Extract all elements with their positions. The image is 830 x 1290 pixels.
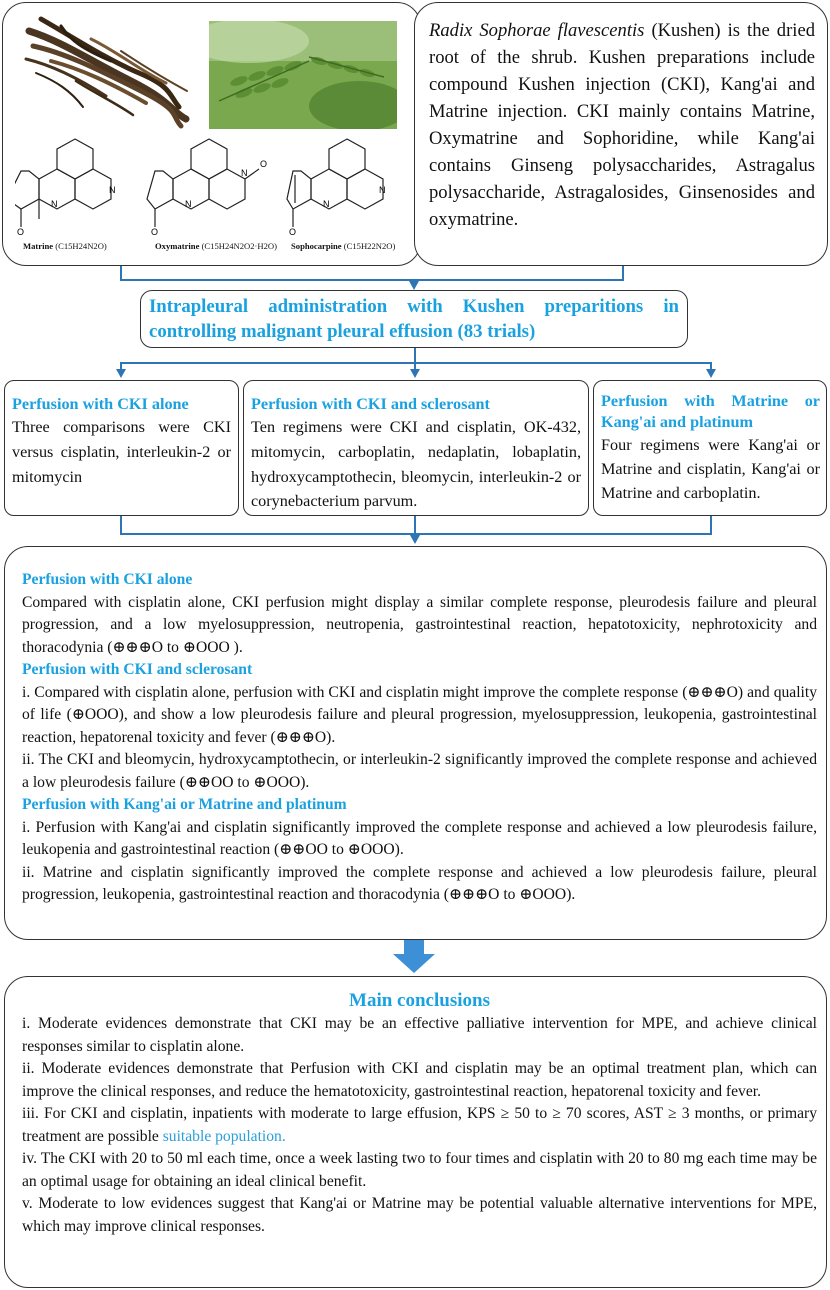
conclusion-5: v. Moderate to low evidences suggest that Kang'ai or Matrine may be potential valuable alternative interventions for MPE, which may improve clinical responses. <box>22 1195 817 1235</box>
results-panel <box>4 546 827 940</box>
arrow-down-icon <box>409 281 419 290</box>
branch-cki-sclerosant <box>243 380 589 516</box>
matrine-label: Matrine (C15H24N2O) <box>23 241 107 251</box>
svg-text:N: N <box>323 199 330 209</box>
connector <box>120 279 624 281</box>
connector <box>120 266 122 280</box>
arrow-down-icon <box>410 369 420 378</box>
conclusions-title: Main conclusions <box>349 990 490 1011</box>
oxymatrine-label: Oxymatrine (C15H24N2O2·H2O) <box>155 241 277 251</box>
top-left-panel <box>2 2 421 266</box>
plant-photo <box>209 21 397 129</box>
connector <box>414 348 416 363</box>
top-right-panel <box>414 2 828 266</box>
svg-text:O: O <box>289 227 297 237</box>
branch-text: Three comparisons were CKI versus cisplatin, interleukin-2 or mitomycin <box>12 418 231 486</box>
branch-matrine-kangai <box>593 380 827 516</box>
sophocarpine-structure <box>285 131 405 241</box>
results-s3-ii: ii. Matrine and cisplatin significantly improved the complete response and achieved a low pleurodesis failure, pleural progression, leukopenia, gastrointestinal reaction and thoracodynia (⊕⊕⊕O to ⊕OOO). <box>22 863 817 903</box>
results-s3-title: Perfusion with Kang'ai or Matrine and platinum <box>22 796 347 813</box>
svg-text:N: N <box>185 199 192 209</box>
branch-title: Perfusion with Matrine or Kang'ai and platinum <box>601 392 820 431</box>
big-down-arrow-icon <box>391 940 437 974</box>
results-s3-i: i. Perfusion with Kang'ai and cisplatin significantly improved the complete response and achieved a low pleurodesis failure, leukopenia and gastrointestinal reaction (⊕⊕OO to ⊕OOO). <box>22 818 817 858</box>
svg-text:O: O <box>17 227 25 237</box>
svg-text:O: O <box>151 227 159 237</box>
svg-text:N: N <box>241 168 248 178</box>
middle-title-line1: Intrapleural administration with Kushen preparitions in <box>149 296 679 317</box>
conclusion-4: iv. The CKI with 20 to 50 ml each time, once a week lasting two to four times and cisplatin with 20 to 80 mg each time may be an optimal usage for obtaining an ideal clinical benefit. <box>22 1150 817 1190</box>
branch-text: Four regimens were Kang'ai or Matrine and cisplatin, Kang'ai or Matrine and carboplatin. <box>601 436 820 502</box>
arrow-down-icon <box>410 535 420 544</box>
middle-title-box <box>140 290 688 348</box>
root-photo <box>21 11 191 131</box>
conclusions-panel <box>4 976 827 1288</box>
results-s2-ii: ii. The CKI and bleomycin, hydroxycamptothecin, or interleukin-2 significantly improved the complete response and achieved a low pleurodesis failure (⊕⊕OO to ⊕OOO). <box>22 751 817 791</box>
branch-cki-alone <box>4 380 239 516</box>
connector <box>710 516 712 534</box>
oxymatrine-structure <box>143 131 273 241</box>
connector <box>622 266 624 280</box>
sophocarpine-label: Sophocarpine (C15H22N2O) <box>291 241 396 251</box>
results-s1-title: Perfusion with CKI alone <box>22 571 193 588</box>
conclusion-2: ii. Moderate evidences demonstrate that Perfusion with CKI and cisplatin may be an optimal treatment plan, which can improve the clinical responses, and reduce the hematotoxicity, gastrointestinal reaction, hepatorenal toxicity and fever. <box>22 1060 817 1100</box>
svg-text:N: N <box>51 199 58 209</box>
results-s2-i: i. Compared with cisplatin alone, perfusion with CKI and cisplatin might improve the complete response (⊕⊕⊕O) and quality of life (⊕OOO), and show a low pleurodesis failure and pleural progression, myelosuppression, leukopenia, gastrointestinal reaction, hepatorenal toxicity and fever (⊕⊕⊕O). <box>22 683 817 746</box>
connector <box>120 362 712 364</box>
matrine-structure <box>15 131 135 241</box>
svg-text:N: N <box>109 185 116 195</box>
branch-title: Perfusion with CKI alone <box>12 395 189 413</box>
conclusion-1: i. Moderate evidences demonstrate that CKI may be an effective palliative intervention for MPE, and achieve clinical responses similar to cisplatin alone. <box>22 1015 817 1055</box>
svg-text:O: O <box>260 159 268 169</box>
connector <box>414 516 416 534</box>
branch-title: Perfusion with CKI and sclerosant <box>251 395 490 413</box>
kushen-description: Radix Sophorae flavescentis (Kushen) is the dried root of the shrub. Kushen preparations include compound Kushen injection (CKI), Kang'ai and Matrine injection. CKI mainly contains Matrine, Oxymatrine and Sophoridine, while Kang'ai contains Ginseng polysaccharides, Astragalus polysaccharide, Astragalosides, Ginsenosides and oxymatrine. <box>429 20 815 230</box>
middle-title-line2: controlling malignant pleural effusion (83 trials) <box>149 321 536 342</box>
conclusion-3: iii. For CKI and cisplatin, inpatients with moderate to large effusion, KPS ≥ 50 to ≥ 70 scores, AST ≥ 3 months, or primary treatment are possible suitable population. <box>22 1105 817 1145</box>
svg-text:N: N <box>379 185 386 195</box>
arrow-down-icon <box>706 369 716 378</box>
results-s2-title: Perfusion with CKI and sclerosant <box>22 661 253 678</box>
branch-text: Ten regimens were CKI and cisplatin, OK-432, mitomycin, carboplatin, nedaplatin, lobaplatin, hydroxycamptothecin, bleomycin, interleukin-2 or corynebacterium parvum. <box>251 418 581 511</box>
results-s1-text: Compared with cisplatin alone, CKI perfusion might display a similar complete response, pleurodesis failure and pleural progression, and a low myelosuppression, neutropenia, gastrointestinal reaction, hepatotoxicity, nephrotoxicity and thoracodynia (⊕⊕⊕O to ⊕OOO ). <box>22 593 817 656</box>
arrow-down-icon <box>116 369 126 378</box>
connector <box>120 516 122 534</box>
